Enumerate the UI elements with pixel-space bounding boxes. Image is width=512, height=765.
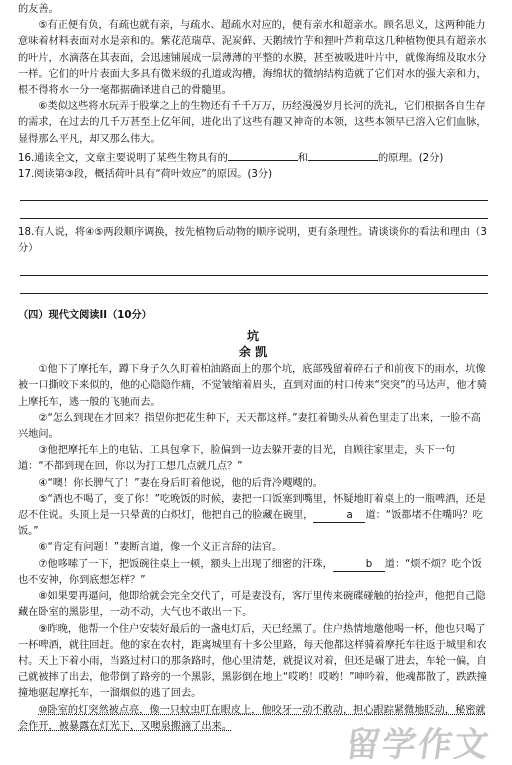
story-paragraph-7: ⑦他哆嗦了一下，把饭碗往桌上一顿，额头上出现了细密的汗珠， b 道：“烦不烦？吃个饭也不安神，你到底想怎样？”	[18, 558, 482, 586]
answer-line[interactable]	[20, 183, 488, 201]
watermark-logo: 留学作文	[343, 724, 493, 765]
story-paragraph-4: ④“噢！你长脾气了！”妻在身后盯着他说，他的后背冷飕飕的。	[38, 477, 323, 489]
paragraph-5: ⑤有正便有负，有疏也就有亲，与疏水、超疏水对应的，便有亲水和超亲水。顾名思义，这两种能力意味着材料表面对水是亲和的。紫花范瑞草、泥炭藓、天鹅绒竹芋和狸叶芦莉草这几种植物便具有超亲水的叶片，水滴落在其表面，会迅速铺展成一层薄薄的平整的水膜，甚至被吸进叶片中，就像海绵及取水分一样。它们的叶片表面大多具有微米级的孔道或沟槽，海绵状的微纳结构造就了它们对水的强大亲和力，根不得将水一分一毫都据确译进自己的骨髓里。	[18, 20, 487, 97]
exam-page	[18, 2, 488, 735]
question-16: 16.通读全文，文章主要说明了某些生物具有的 和 的原理。(2分)	[18, 148, 488, 167]
section-heading: （四）现代文阅读II（10分）	[18, 309, 152, 321]
answer-blank-1[interactable]	[228, 148, 298, 161]
story-paragraph-5: ⑤“酒也不喝了，变了你！”吃晚饭的时候，妻把一口饭塞到嘴里，怀疑地盯着桌上的一瓶啤酒，还是忍不住说。头顶上是一只晕黄的白炽灯，他把自己的脸藏在碗里， a 道：“饭都堵不住嘴吗？吃饭。”	[18, 493, 486, 538]
story-author: 余 凯	[238, 345, 268, 360]
question-18: 18.有人说，将④⑤两段顺序调换，按先植物后动物的顺序说明，更有条理性。请谈谈你的看法和理由（3分）	[18, 227, 487, 255]
story-paragraph-8: ⑧如果要再逼问，他即给就会完全交代了，可是妻没有，客厅里传来碗碟碰触的抬捡声，他把自己隐藏在卧室的黑影里，一动不动，大气也不敢出一下。	[18, 591, 486, 619]
answer-line[interactable]	[20, 258, 488, 276]
story-paragraph-3: ③他把摩托车上的电钻、工具包拿下，脸偏到一边去躲开妻的目光，自顾往家里走，头下一句道：“不都到现在回，你以为打工想几点就几点？”	[18, 445, 456, 473]
answer-line[interactable]	[20, 276, 488, 294]
story-paragraph-1: ①他下了摩托车，蹲下身子久久盯着柏油路面上的那个坑，底部残留着碎石子和前夜下的雨水，坑像被一口撕咬下来似的，他的心隐隐作痛，不觉皱缩着眉头，直到对面的村口传来“突突”的马达声，他才骑上摩托车，逃一般的飞驰而去。	[18, 364, 487, 408]
story-paragraph-10: ⑩卧室的灯突然被点亮，像一只蚊虫叮在眼皮上，他咬牙一动不敢动，担心跟踪紧微地眨动，秘密就会作开，被暴露在灯光下，又噢泉搬滴了出来。	[18, 704, 486, 732]
story-paragraph-2: ②“怎么到现在才回来？指望你把花生种下，天天都这样。”妻扛着锄头从着色里走了出来，一脸不高兴地问。	[18, 412, 481, 441]
paragraph-6: ⑥类似这些将水玩弄于股掌之上的生物还有千千万万，历经漫漫岁月长河的洗礼，它们根据各自生存的需求，在过去的几千万甚至上亿年间，进化出了这些有趣又神奇的本领，这些本领早已溶入它们血脉，显得那么平凡，却又那么伟大。	[18, 101, 487, 145]
passage-line-0: 的友善。	[18, 4, 59, 15]
answer-blank-a[interactable]: a	[313, 510, 365, 523]
story-paragraph-6: ⑥“肯定有问题！”妻断言道，像一个义正言辞的法官。	[38, 542, 283, 554]
story-paragraph-9: ⑨昨晚，他帮一个住户安装好最后的一盏电灯后，天已经黑了。住户热情地邀他喝一杯，他也只喝了一杯啤酒，就往回赶。他的家在农村，距离城里有十多公里路，每天他都这样骑着摩托车往返于城里和农村。天上下着小雨，当路过村口的那条路时，他心里清楚，就提议对着，但还是碾了进去，车轮一偏，自己就被摔了出去，他带倒了路旁的一个黑影，黑影倒在地上“哎哟！哎哟！”呻吟着，他魂都散了，跌跌撞撞地驱起摩托车，一溜烟似的逃了回去。	[18, 623, 487, 700]
answer-blank-2[interactable]	[308, 148, 378, 161]
answer-line[interactable]	[20, 201, 488, 219]
answer-blank-b[interactable]: b	[333, 559, 385, 572]
story-title: 坑	[246, 328, 259, 343]
question-17: 17.阅读第③段，概括荷叶具有“荷叶效应”的原因。(3分)	[18, 169, 273, 181]
